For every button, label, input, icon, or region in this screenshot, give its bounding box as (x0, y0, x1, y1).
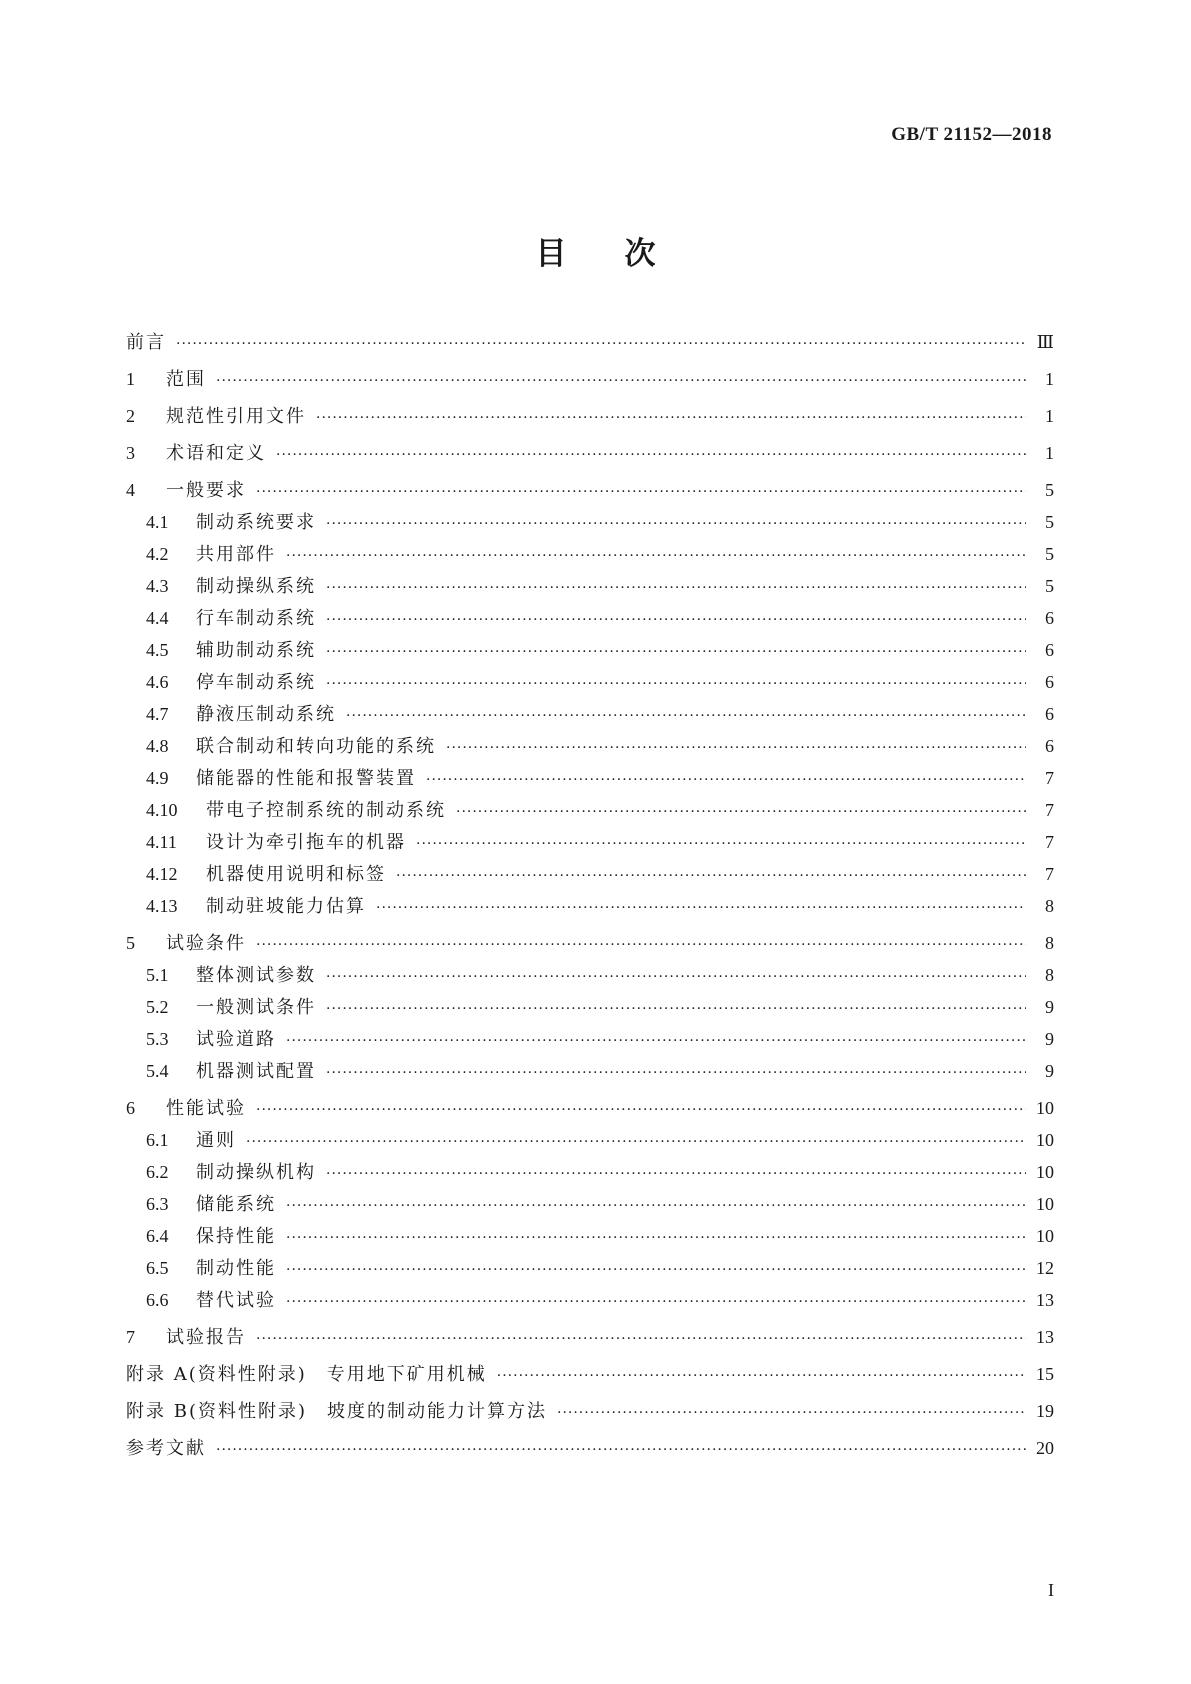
toc-entry[interactable] (126, 794, 1054, 826)
toc-dot-leader (456, 796, 1026, 828)
toc-entry-page: 9 (1045, 997, 1054, 1017)
toc-entry-number: 1 (126, 369, 135, 389)
toc-entry-title: 整体测试参数 (196, 965, 316, 986)
toc-entry-number: 4.8 (146, 736, 169, 756)
toc-entry-number: 4.1 (146, 512, 169, 532)
toc-entry-title: 替代试验 (196, 1290, 276, 1311)
toc-entry[interactable] (126, 506, 1054, 538)
toc-entry[interactable] (126, 730, 1054, 762)
toc-entry[interactable] (126, 858, 1054, 890)
toc-entry-title: 制动操纵机构 (196, 1162, 316, 1183)
toc-entry[interactable] (126, 538, 1054, 570)
toc-dot-leader (286, 1222, 1026, 1254)
toc-entry-number: 7 (126, 1327, 135, 1347)
toc-dot-leader (326, 636, 1026, 668)
toc-entry-page: 8 (1045, 896, 1054, 916)
toc-dot-leader (416, 828, 1026, 860)
toc-entry-page: 7 (1045, 864, 1054, 884)
toc-entry-number: 4.7 (146, 704, 169, 724)
toc-entry-title: 储能器的性能和报警装置 (196, 768, 416, 789)
toc-entry-page: 7 (1045, 768, 1054, 788)
toc-entry-page: 1 (1045, 369, 1054, 389)
toc-entry-page: 8 (1045, 965, 1054, 985)
toc-entry[interactable] (126, 762, 1054, 794)
toc-entry-number: 5.3 (146, 1029, 169, 1049)
toc-entry[interactable] (126, 363, 1054, 395)
toc-dot-leader (256, 1323, 1026, 1355)
toc-dot-leader (326, 668, 1026, 700)
toc-entry-page: 5 (1045, 512, 1054, 532)
toc-entry-page: 5 (1045, 576, 1054, 596)
toc-entry-title: 制动性能 (196, 1258, 276, 1279)
toc-entry-title: 参考文献 (126, 1438, 206, 1459)
toc-entry[interactable] (126, 1124, 1054, 1156)
toc-entry-number: 4.4 (146, 608, 169, 628)
toc-entry-title: 试验道路 (196, 1029, 276, 1050)
toc-entry[interactable] (126, 1092, 1054, 1124)
toc-entry-page: 6 (1045, 736, 1054, 756)
toc-entry-page: 7 (1045, 832, 1054, 852)
toc-entry[interactable] (126, 570, 1054, 602)
toc-entry[interactable] (126, 890, 1054, 922)
toc-entry-title: 通则 (196, 1130, 236, 1151)
toc-entry[interactable] (126, 1358, 1054, 1390)
toc-entry[interactable] (126, 927, 1054, 959)
toc-entry[interactable] (126, 474, 1054, 506)
toc-entry-page: 10 (1036, 1098, 1054, 1118)
toc-entry[interactable] (126, 1252, 1054, 1284)
toc-entry-title: 行车制动系统 (196, 608, 316, 629)
toc-dot-leader (346, 700, 1026, 732)
toc-entry-title: 辅助制动系统 (196, 640, 316, 661)
toc-dot-leader (557, 1397, 1026, 1429)
toc-entry-number: 6.1 (146, 1130, 169, 1150)
toc-entry-page: 12 (1036, 1258, 1054, 1278)
toc-entry-page: 6 (1045, 672, 1054, 692)
toc-entry-page: 6 (1045, 608, 1054, 628)
toc-entry-number: 6.2 (146, 1162, 169, 1182)
toc-entry-number: 4.2 (146, 544, 169, 564)
toc-dot-leader (256, 1094, 1026, 1126)
toc-entry-number: 6.3 (146, 1194, 169, 1214)
toc-dot-leader (326, 1057, 1026, 1089)
toc-entry[interactable] (126, 826, 1054, 858)
toc-dot-leader (276, 439, 1026, 471)
toc-entry-number: 3 (126, 443, 135, 463)
toc-dot-leader (426, 764, 1026, 796)
toc-dot-leader (286, 1190, 1026, 1222)
toc-entry-title: 一般测试条件 (196, 997, 316, 1018)
toc-dot-leader (326, 961, 1026, 993)
toc-dot-leader (256, 476, 1026, 508)
toc-dot-leader (446, 732, 1026, 764)
toc-entry-title: 附录 A(资料性附录) 专用地下矿用机械 (126, 1364, 487, 1385)
toc-entry-number: 4 (126, 480, 135, 500)
toc-entry-title: 试验报告 (166, 1327, 246, 1348)
toc-entry-title: 储能系统 (196, 1194, 276, 1215)
toc-dot-leader (216, 365, 1026, 397)
toc-entry-title: 联合制动和转向功能的系统 (196, 736, 436, 757)
toc-entry-page: 10 (1036, 1194, 1054, 1214)
toc-entry[interactable] (126, 666, 1054, 698)
toc-entry-page: 13 (1036, 1327, 1054, 1347)
toc-entry-title: 性能试验 (166, 1098, 246, 1119)
toc-dot-leader (176, 328, 1026, 360)
toc-entry-page: 1 (1045, 443, 1054, 463)
toc-entry-number: 6.6 (146, 1290, 169, 1310)
toc-entry-number: 4.12 (146, 864, 178, 884)
toc-entry-number: 4.13 (146, 896, 178, 916)
toc-dot-leader (326, 1158, 1026, 1190)
toc-entry-title: 试验条件 (166, 933, 246, 954)
toc-entry-page: 8 (1045, 933, 1054, 953)
toc-entry[interactable] (126, 1055, 1054, 1087)
toc-entry-page: 15 (1036, 1364, 1054, 1384)
toc-entry-number: 4.6 (146, 672, 169, 692)
toc-entry[interactable] (126, 400, 1054, 432)
toc-entry-page: 6 (1045, 640, 1054, 660)
toc-entry-number: 6.5 (146, 1258, 169, 1278)
toc-entry-number: 6 (126, 1098, 135, 1118)
toc-entry[interactable] (126, 1395, 1054, 1427)
toc-entry-title: 带电子控制系统的制动系统 (206, 800, 446, 821)
toc-entry[interactable] (126, 698, 1054, 730)
toc-dot-leader (497, 1360, 1026, 1392)
toc-dot-leader (216, 1434, 1026, 1466)
page-number: I (1048, 1580, 1054, 1600)
toc-entry-number: 2 (126, 406, 135, 426)
toc-entry-title: 制动系统要求 (196, 512, 316, 533)
toc-entry[interactable] (126, 634, 1054, 666)
toc-entry-page: 5 (1045, 480, 1054, 500)
toc-dot-leader (316, 402, 1026, 434)
toc-entry-page: 13 (1036, 1290, 1054, 1310)
toc-entry-number: 5.1 (146, 965, 169, 985)
toc-entry-page: 10 (1036, 1162, 1054, 1182)
standard-number: GB/T 21152—2018 (891, 124, 1052, 145)
toc-entry-page: Ⅲ (1036, 332, 1054, 352)
toc-dot-leader (286, 1254, 1026, 1286)
toc-entry-title: 机器使用说明和标签 (206, 864, 386, 885)
toc-entry-title: 规范性引用文件 (166, 406, 306, 427)
toc-entry-title: 制动操纵系统 (196, 576, 316, 597)
toc-dot-leader (286, 540, 1026, 572)
toc-entry[interactable] (126, 326, 1054, 358)
toc-entry-number: 5.4 (146, 1061, 169, 1081)
toc-dot-leader (286, 1286, 1026, 1318)
toc-entry[interactable] (126, 437, 1054, 469)
toc-entry[interactable] (126, 1023, 1054, 1055)
toc-dot-leader (376, 892, 1026, 924)
toc-entry-page: 6 (1045, 704, 1054, 724)
toc-entry[interactable] (126, 991, 1054, 1023)
toc-entry-number: 4.10 (146, 800, 178, 820)
toc-entry-title: 机器测试配置 (196, 1061, 316, 1082)
toc-entry-page: 7 (1045, 800, 1054, 820)
toc-dot-leader (326, 508, 1026, 540)
toc-entry-title: 保持性能 (196, 1226, 276, 1247)
toc-dot-leader (396, 860, 1026, 892)
toc-entry[interactable] (126, 1284, 1054, 1316)
toc-entry-page: 20 (1036, 1438, 1054, 1458)
toc-entry-page: 5 (1045, 544, 1054, 564)
toc-entry-title: 制动驻坡能力估算 (206, 896, 366, 917)
toc-entry-page: 9 (1045, 1029, 1054, 1049)
toc-dot-leader (286, 1025, 1026, 1057)
toc-dot-leader (256, 929, 1026, 961)
toc-entry-number: 5.2 (146, 997, 169, 1017)
toc-entry[interactable] (126, 602, 1054, 634)
toc-entry-page: 1 (1045, 406, 1054, 426)
toc-entry-number: 4.11 (146, 832, 177, 852)
toc-entry[interactable] (126, 959, 1054, 991)
toc-entry-title: 一般要求 (166, 480, 246, 501)
toc-dot-leader (326, 604, 1026, 636)
table-of-contents (126, 326, 1054, 1464)
toc-entry[interactable] (126, 1432, 1054, 1464)
toc-entry-number: 4.5 (146, 640, 169, 660)
toc-dot-leader (246, 1126, 1026, 1158)
toc-entry-page: 19 (1036, 1401, 1054, 1421)
toc-entry-number: 5 (126, 933, 135, 953)
toc-entry-title: 共用部件 (196, 544, 276, 565)
toc-entry-page: 10 (1036, 1226, 1054, 1246)
toc-entry-number: 4.9 (146, 768, 169, 788)
toc-entry[interactable] (126, 1188, 1054, 1220)
toc-entry-title: 静液压制动系统 (196, 704, 336, 725)
page-title: 目次 (535, 236, 714, 272)
toc-entry-title: 停车制动系统 (196, 672, 316, 693)
toc-entry-title: 前言 (126, 332, 166, 353)
toc-entry-page: 10 (1036, 1130, 1054, 1150)
toc-dot-leader (326, 572, 1026, 604)
toc-dot-leader (326, 993, 1026, 1025)
toc-entry-title: 范围 (166, 369, 206, 390)
toc-entry-page: 9 (1045, 1061, 1054, 1081)
toc-entry-title: 附录 B(资料性附录) 坡度的制动能力计算方法 (126, 1401, 547, 1422)
toc-entry-title: 设计为牵引拖车的机器 (206, 832, 406, 853)
toc-entry-title: 术语和定义 (166, 443, 266, 464)
toc-entry-number: 6.4 (146, 1226, 169, 1246)
toc-entry[interactable] (126, 1321, 1054, 1353)
toc-entry[interactable] (126, 1220, 1054, 1252)
toc-entry-number: 4.3 (146, 576, 169, 596)
toc-entry[interactable] (126, 1156, 1054, 1188)
